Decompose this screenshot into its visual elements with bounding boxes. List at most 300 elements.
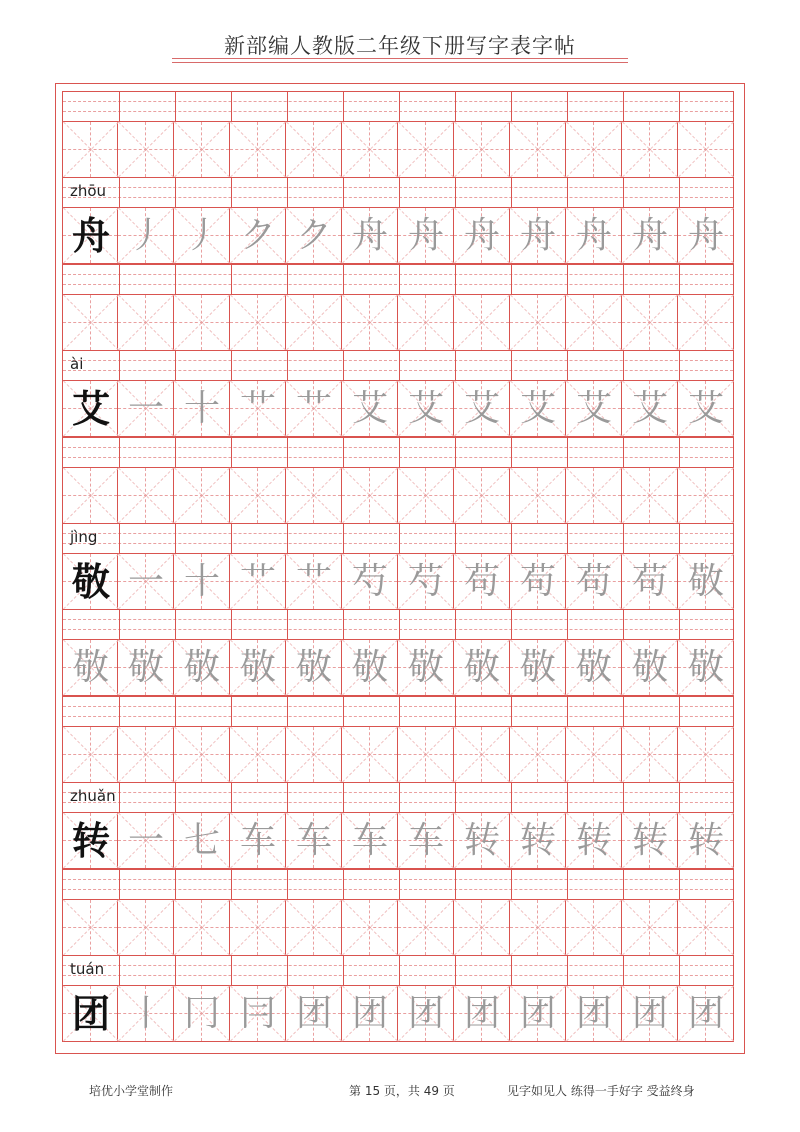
tracing-cell[interactable] (62, 468, 118, 524)
tracing-cell[interactable] (174, 640, 230, 696)
tracing-cell[interactable] (118, 208, 174, 264)
model-character-cell[interactable] (62, 554, 118, 610)
model-character: 转 (71, 819, 110, 863)
stroke-order-character: 艹 (295, 388, 332, 429)
stroke-order-character: 敬 (519, 647, 556, 688)
pinyin-guide-line (63, 879, 733, 880)
pinyin-column-divider (511, 697, 512, 726)
tracing-cell[interactable] (678, 381, 734, 437)
stroke-order-character: 团 (463, 993, 500, 1034)
pinyin-column-divider (511, 956, 512, 985)
tracing-cell[interactable] (230, 900, 286, 956)
tracing-cell[interactable] (454, 900, 510, 956)
pinyin-guide-line (63, 274, 733, 275)
pinyin-guide-line (63, 629, 733, 630)
pinyin-column-divider (623, 697, 624, 726)
tracing-cell[interactable] (286, 208, 342, 264)
model-character-cell[interactable] (62, 986, 118, 1042)
tracing-cell[interactable] (510, 554, 566, 610)
tracing-cell[interactable] (510, 468, 566, 524)
tracing-cell[interactable] (174, 208, 230, 264)
character-row (62, 986, 734, 1042)
pinyin-column-divider (175, 438, 176, 467)
pinyin-column-divider (175, 783, 176, 812)
pinyin-column-divider (511, 178, 512, 207)
pinyin-column-divider (399, 265, 400, 294)
pinyin-guide-line (63, 619, 733, 620)
pinyin-guide-lines (62, 609, 734, 640)
tracing-cell[interactable] (62, 295, 118, 351)
tracing-cell[interactable] (62, 640, 118, 696)
tracing-cell[interactable] (454, 813, 510, 869)
pinyin-guide-line (63, 370, 733, 371)
pinyin-column-divider (175, 610, 176, 639)
tracing-cell[interactable] (678, 727, 734, 783)
pinyin-column-divider (511, 438, 512, 467)
title-underline-upper (172, 58, 628, 59)
page-title: 新部编人教版二年级下册写字表字帖 (224, 34, 576, 58)
tracing-cell[interactable] (398, 208, 454, 264)
pinyin-column-divider (119, 783, 120, 812)
tracing-cell[interactable] (230, 468, 286, 524)
character-row (62, 727, 734, 783)
pinyin-column-divider (343, 438, 344, 467)
tracing-cell[interactable] (342, 813, 398, 869)
pinyin-column-divider (455, 870, 456, 899)
tracing-cell[interactable] (342, 900, 398, 956)
pinyin-column-divider (679, 870, 680, 899)
pinyin-guide-line (63, 716, 733, 717)
tracing-cell[interactable] (342, 727, 398, 783)
pinyin-label: zhuǎn (70, 787, 116, 805)
tracing-cell[interactable] (510, 640, 566, 696)
tracing-cell[interactable] (342, 208, 398, 264)
pinyin-column-divider (175, 265, 176, 294)
tracing-cell[interactable] (342, 640, 398, 696)
tracing-cell[interactable] (678, 986, 734, 1042)
pinyin-column-divider (287, 783, 288, 812)
stroke-order-character: 车 (407, 820, 444, 861)
stroke-order-character: 艾 (463, 388, 500, 429)
tracing-cell[interactable] (454, 122, 510, 178)
pinyin-column-divider (623, 956, 624, 985)
pinyin-guide-lines (62, 955, 734, 986)
stroke-order-character: 丨 (127, 993, 164, 1034)
pinyin-column-divider (343, 351, 344, 380)
stroke-order-character: 转 (463, 820, 500, 861)
pinyin-column-divider (175, 351, 176, 380)
tracing-cell[interactable] (286, 122, 342, 178)
pinyin-column-divider (399, 870, 400, 899)
tracing-cell[interactable] (454, 295, 510, 351)
pinyin-label: jìng (70, 528, 98, 546)
stroke-order-character: 转 (519, 820, 556, 861)
tracing-cell[interactable] (286, 813, 342, 869)
footer-page-info: 第 15 页，共 49 页 (349, 1084, 455, 1098)
tracing-cell[interactable] (230, 813, 286, 869)
pinyin-column-divider (287, 697, 288, 726)
footer-maker: 培优小学堂制作 (89, 1084, 174, 1098)
tracing-cell[interactable] (230, 727, 286, 783)
tracing-cell[interactable] (398, 295, 454, 351)
title-underline-lower (172, 62, 628, 63)
tracing-cell[interactable] (454, 986, 510, 1042)
tracing-cell[interactable] (174, 900, 230, 956)
stroke-order-character: 车 (351, 820, 388, 861)
tracing-cell[interactable] (510, 900, 566, 956)
tracing-cell[interactable] (454, 727, 510, 783)
stroke-order-character: 敬 (239, 647, 276, 688)
pinyin-column-divider (511, 351, 512, 380)
pinyin-column-divider (679, 265, 680, 294)
stroke-order-character: 敬 (407, 647, 444, 688)
blank-practice-band (62, 264, 734, 351)
tracing-cell[interactable] (342, 554, 398, 610)
pinyin-guide-line (63, 284, 733, 285)
tracing-cell[interactable] (286, 900, 342, 956)
pinyin-column-divider (287, 265, 288, 294)
stroke-order-character: 敬 (183, 647, 220, 688)
pinyin-guide-line (63, 197, 733, 198)
pinyin-column-divider (679, 610, 680, 639)
pinyin-column-divider (567, 524, 568, 553)
tracing-cell[interactable] (398, 468, 454, 524)
tracing-cell[interactable] (510, 122, 566, 178)
tracing-cell[interactable] (622, 900, 678, 956)
stroke-order-character: 转 (575, 820, 612, 861)
tracing-cell[interactable] (398, 813, 454, 869)
tracing-cell[interactable] (510, 727, 566, 783)
pinyin-guide-line (63, 533, 733, 534)
pinyin-column-divider (231, 178, 232, 207)
tracing-cell[interactable] (286, 640, 342, 696)
pinyin-column-divider (623, 265, 624, 294)
pinyin-guide-lines (62, 696, 734, 727)
stroke-order-character: 团 (407, 993, 444, 1034)
pinyin-column-divider (679, 697, 680, 726)
tracing-cell[interactable] (566, 208, 622, 264)
stroke-order-character: 艹 (295, 561, 332, 602)
pinyin-column-divider (623, 783, 624, 812)
tracing-cell[interactable] (566, 813, 622, 869)
pinyin-column-divider (623, 92, 624, 121)
stroke-order-character: 团 (351, 993, 388, 1034)
tracing-cell[interactable] (566, 727, 622, 783)
tracing-cell[interactable] (510, 295, 566, 351)
stroke-order-character: 十 (183, 388, 220, 429)
pinyin-column-divider (119, 265, 120, 294)
tracing-cell[interactable] (286, 727, 342, 783)
tracing-cell[interactable] (62, 122, 118, 178)
tracing-cell[interactable] (622, 381, 678, 437)
tracing-cell[interactable] (622, 640, 678, 696)
tracing-cell[interactable] (118, 295, 174, 351)
tracing-cell[interactable] (510, 381, 566, 437)
pinyin-column-divider (399, 524, 400, 553)
tracing-cell[interactable] (510, 986, 566, 1042)
tracing-cell[interactable] (62, 900, 118, 956)
model-character-cell[interactable] (62, 208, 118, 264)
tracing-cell[interactable] (678, 208, 734, 264)
tracing-cell[interactable] (174, 986, 230, 1042)
character-row (62, 122, 734, 178)
stroke-order-character: 艾 (407, 388, 444, 429)
pinyin-column-divider (455, 610, 456, 639)
tracing-cell[interactable] (174, 295, 230, 351)
stroke-order-character: 舟 (351, 215, 388, 256)
tracing-cell[interactable] (286, 986, 342, 1042)
stroke-order-character: 艾 (631, 388, 668, 429)
tracing-cell[interactable] (118, 900, 174, 956)
tracing-cell[interactable] (342, 986, 398, 1042)
tracing-cell[interactable] (398, 986, 454, 1042)
pinyin-column-divider (175, 178, 176, 207)
tracing-cell[interactable] (174, 813, 230, 869)
tracing-cell[interactable] (678, 554, 734, 610)
tracing-cell[interactable] (622, 122, 678, 178)
pinyin-column-divider (175, 870, 176, 899)
tracing-cell[interactable] (622, 727, 678, 783)
tracing-cell[interactable] (454, 381, 510, 437)
stroke-order-character: 艾 (519, 388, 556, 429)
pinyin-column-divider (399, 351, 400, 380)
pinyin-column-divider (287, 438, 288, 467)
stroke-order-character: 丿 (183, 215, 220, 256)
stroke-order-character: 一 (127, 820, 164, 861)
blank-practice-band (62, 696, 734, 783)
pinyin-label: ài (70, 355, 84, 373)
tracing-cell[interactable] (566, 468, 622, 524)
blank-practice-band (62, 91, 734, 178)
tracing-cell[interactable] (622, 295, 678, 351)
pinyin-column-divider (679, 438, 680, 467)
stroke-order-character: 团 (631, 993, 668, 1034)
pinyin-guide-lines (62, 264, 734, 295)
stroke-order-character: 艾 (575, 388, 612, 429)
tracing-cell[interactable] (174, 727, 230, 783)
pinyin-column-divider (119, 870, 120, 899)
tracing-cell[interactable] (622, 208, 678, 264)
tracing-cell[interactable] (118, 381, 174, 437)
tracing-cell[interactable] (566, 554, 622, 610)
pinyin-guide-lines (62, 523, 734, 554)
tracing-cell[interactable] (174, 381, 230, 437)
pinyin-column-divider (119, 697, 120, 726)
pinyin-column-divider (231, 783, 232, 812)
tracing-cell[interactable] (454, 554, 510, 610)
pinyin-column-divider (567, 697, 568, 726)
tracing-cell[interactable] (342, 295, 398, 351)
pinyin-column-divider (287, 610, 288, 639)
tracing-cell[interactable] (622, 554, 678, 610)
pinyin-column-divider (287, 92, 288, 121)
stroke-order-character: 舟 (407, 215, 444, 256)
tracing-cell[interactable] (342, 381, 398, 437)
tracing-cell[interactable] (230, 122, 286, 178)
model-character-cell[interactable] (62, 813, 118, 869)
tracing-cell[interactable] (230, 554, 286, 610)
tracing-cell[interactable] (398, 900, 454, 956)
pinyin-guide-lines (62, 91, 734, 122)
tracing-cell[interactable] (398, 727, 454, 783)
lesson-band (62, 523, 734, 610)
pinyin-guide-lines (62, 177, 734, 208)
pinyin-column-divider (679, 524, 680, 553)
tracing-cell[interactable] (678, 640, 734, 696)
pinyin-column-divider (623, 610, 624, 639)
character-row (62, 208, 734, 264)
pinyin-column-divider (119, 351, 120, 380)
stroke-order-character: 转 (687, 820, 724, 861)
extra-practice-band (62, 609, 734, 696)
pinyin-guide-lines (62, 437, 734, 468)
pinyin-column-divider (343, 870, 344, 899)
pinyin-column-divider (679, 351, 680, 380)
pinyin-column-divider (231, 351, 232, 380)
tracing-cell[interactable] (566, 900, 622, 956)
pinyin-column-divider (231, 92, 232, 121)
tracing-cell[interactable] (454, 468, 510, 524)
stroke-order-character: 团 (519, 993, 556, 1034)
tracing-cell[interactable] (230, 986, 286, 1042)
stroke-order-character: 敬 (72, 647, 109, 688)
tracing-cell[interactable] (286, 381, 342, 437)
tracing-cell[interactable] (230, 381, 286, 437)
pinyin-column-divider (623, 178, 624, 207)
stroke-order-character: 团 (575, 993, 612, 1034)
tracing-cell[interactable] (398, 381, 454, 437)
stroke-order-character: 敬 (631, 647, 668, 688)
lesson-band (62, 955, 734, 1042)
pinyin-column-divider (399, 783, 400, 812)
tracing-cell[interactable] (118, 813, 174, 869)
pinyin-column-divider (399, 92, 400, 121)
tracing-cell[interactable] (622, 986, 678, 1042)
pinyin-column-divider (567, 178, 568, 207)
tracing-cell[interactable] (678, 813, 734, 869)
pinyin-column-divider (455, 351, 456, 380)
model-character: 敬 (71, 560, 110, 604)
tracing-cell[interactable] (622, 813, 678, 869)
stroke-order-character: 苟 (575, 561, 612, 602)
tracing-cell[interactable] (398, 122, 454, 178)
tracing-cell[interactable] (342, 468, 398, 524)
tracing-cell[interactable] (398, 640, 454, 696)
pinyin-column-divider (567, 92, 568, 121)
tracing-cell[interactable] (510, 208, 566, 264)
pinyin-guide-lines (62, 869, 734, 900)
tracing-cell[interactable] (230, 640, 286, 696)
tracing-cell[interactable] (286, 295, 342, 351)
tracing-cell[interactable] (566, 381, 622, 437)
pinyin-guide-line (63, 975, 733, 976)
tracing-cell[interactable] (678, 295, 734, 351)
pinyin-column-divider (231, 438, 232, 467)
pinyin-guide-line (63, 706, 733, 707)
stroke-order-character: 团 (687, 993, 724, 1034)
character-row (62, 813, 734, 869)
tracing-cell[interactable] (566, 295, 622, 351)
tracing-cell[interactable] (342, 122, 398, 178)
character-row (62, 381, 734, 437)
tracing-cell[interactable] (174, 554, 230, 610)
pinyin-column-divider (175, 524, 176, 553)
tracing-cell[interactable] (118, 468, 174, 524)
pinyin-column-divider (455, 178, 456, 207)
stroke-order-character: 舟 (575, 215, 612, 256)
character-row (62, 295, 734, 351)
tracing-cell[interactable] (454, 640, 510, 696)
tracing-cell[interactable] (286, 554, 342, 610)
pinyin-guide-line (63, 447, 733, 448)
stroke-order-character: 一 (127, 388, 164, 429)
tracing-cell[interactable] (118, 727, 174, 783)
stroke-order-character: 舟 (463, 215, 500, 256)
pinyin-column-divider (679, 783, 680, 812)
pinyin-column-divider (399, 610, 400, 639)
lesson-band (62, 782, 734, 869)
tracing-cell[interactable] (398, 554, 454, 610)
tracing-cell[interactable] (174, 122, 230, 178)
tracing-cell[interactable] (230, 208, 286, 264)
pinyin-column-divider (455, 524, 456, 553)
stroke-order-character: 苟 (631, 561, 668, 602)
tracing-cell[interactable] (454, 208, 510, 264)
character-row (62, 468, 734, 524)
pinyin-guide-line (63, 457, 733, 458)
pinyin-column-divider (567, 265, 568, 294)
tracing-cell[interactable] (118, 554, 174, 610)
model-character-cell[interactable] (62, 381, 118, 437)
tracing-cell[interactable] (678, 122, 734, 178)
pinyin-column-divider (399, 697, 400, 726)
tracing-cell[interactable] (622, 468, 678, 524)
tracing-cell[interactable] (118, 122, 174, 178)
pinyin-column-divider (175, 92, 176, 121)
pinyin-column-divider (343, 610, 344, 639)
pinyin-guide-line (63, 802, 733, 803)
tracing-cell[interactable] (566, 122, 622, 178)
tracing-cell[interactable] (286, 468, 342, 524)
pinyin-column-divider (119, 956, 120, 985)
tracing-cell[interactable] (566, 986, 622, 1042)
pinyin-column-divider (511, 92, 512, 121)
pinyin-column-divider (455, 956, 456, 985)
tracing-cell[interactable] (566, 640, 622, 696)
stroke-order-character: 敬 (575, 647, 612, 688)
tracing-cell[interactable] (510, 813, 566, 869)
lesson-band (62, 350, 734, 437)
tracing-cell[interactable] (678, 468, 734, 524)
stroke-order-character: 敬 (463, 647, 500, 688)
stroke-order-character: 冂 (183, 993, 220, 1034)
tracing-cell[interactable] (678, 900, 734, 956)
pinyin-column-divider (287, 956, 288, 985)
pinyin-column-divider (567, 351, 568, 380)
tracing-cell[interactable] (62, 727, 118, 783)
pinyin-column-divider (343, 265, 344, 294)
pinyin-column-divider (455, 783, 456, 812)
model-character: 舟 (71, 214, 110, 258)
stroke-order-character: 七 (183, 820, 220, 861)
stroke-order-character: 十 (183, 561, 220, 602)
stroke-order-character: 艾 (687, 388, 724, 429)
tracing-cell[interactable] (174, 468, 230, 524)
tracing-cell[interactable] (118, 640, 174, 696)
tracing-cell[interactable] (118, 986, 174, 1042)
pinyin-column-divider (399, 438, 400, 467)
tracing-cell[interactable] (230, 295, 286, 351)
